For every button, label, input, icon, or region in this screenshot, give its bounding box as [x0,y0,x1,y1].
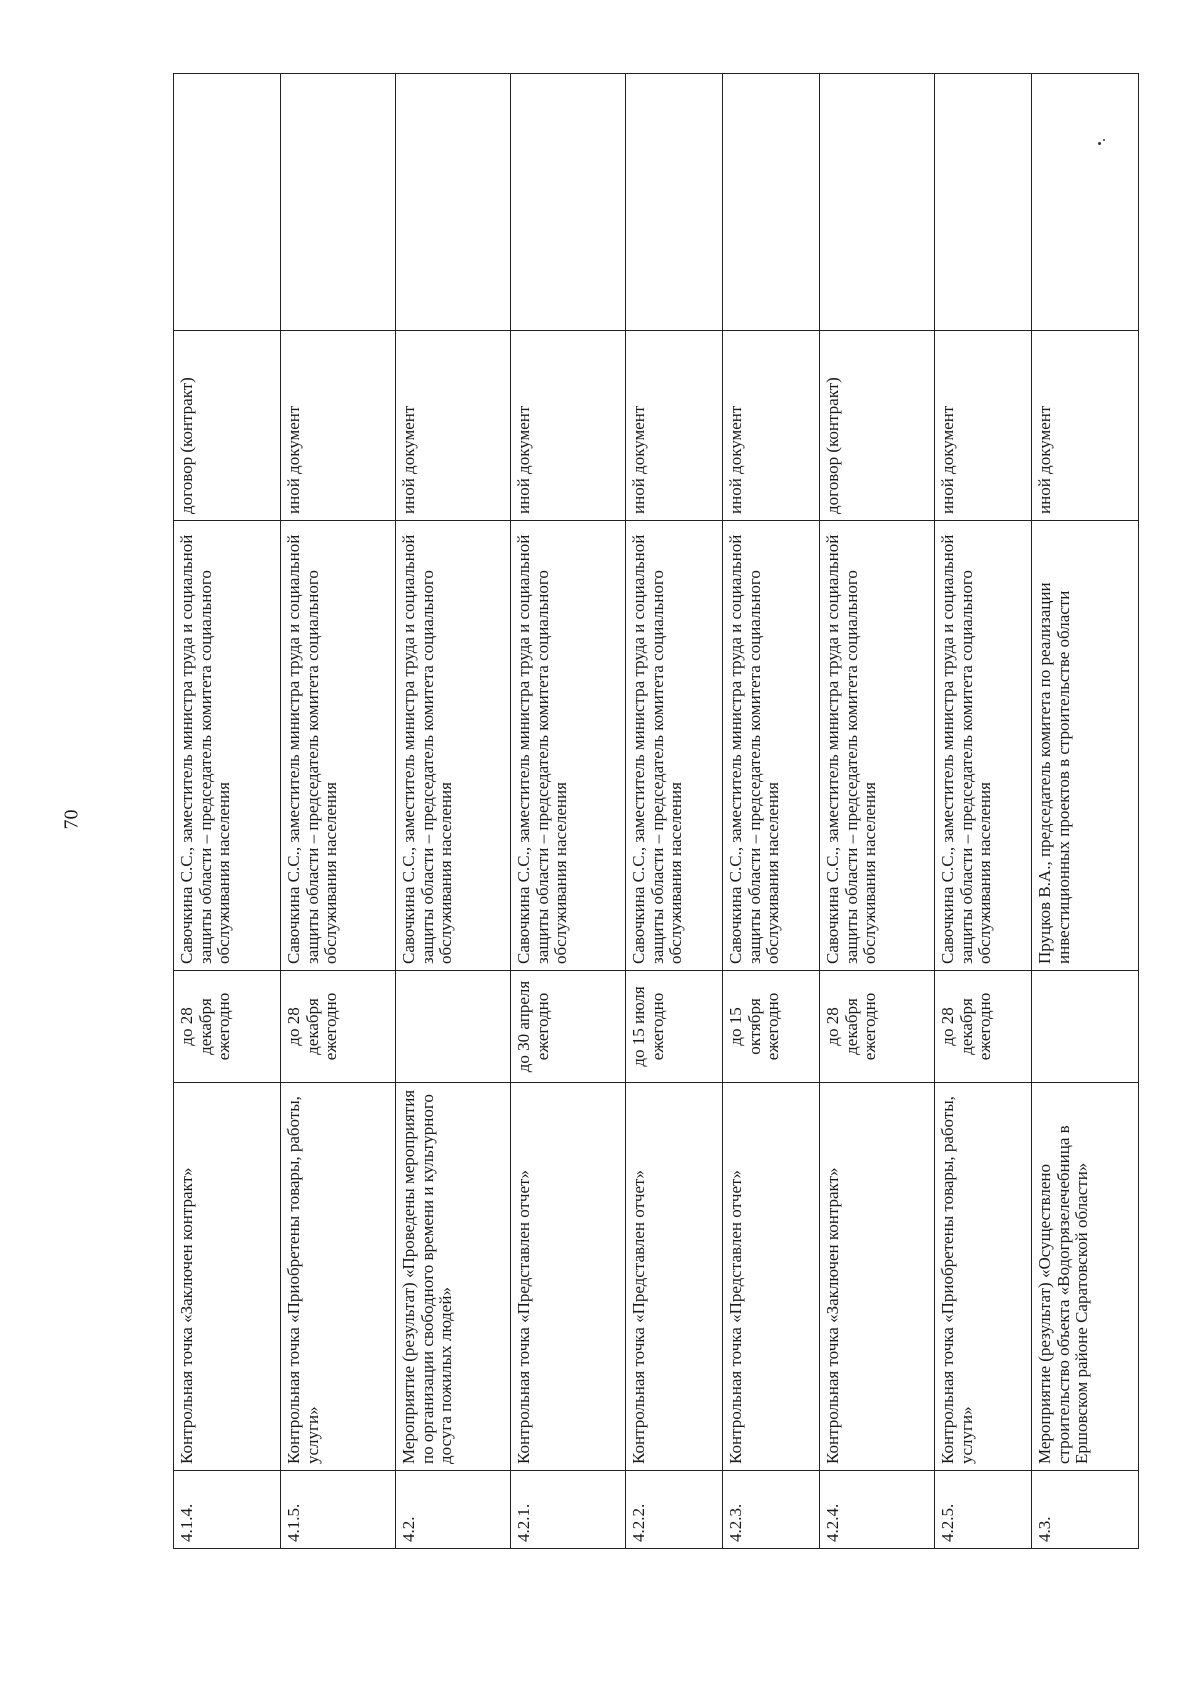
deadline-period: ежегодно [647,992,667,1061]
responsible-person: Савочкина С.С., заместитель министра труда и социальной защиты области – председатель комитета социального обслуживания населения [281,521,396,971]
table-row [820,74,935,1549]
row-number: 4.1.4. [174,1471,281,1549]
item-name: Контрольная точка «Заключен контракт» [820,1083,935,1471]
row-number: 4.2.5. [935,1471,1032,1549]
document-type: иной документ [396,331,511,521]
document-type: договор (контракт) [174,331,281,521]
item-name: Контрольная точка «Приобретены товары, работы, услуги» [281,1083,396,1471]
extra-cell [174,74,281,331]
table-row [1032,74,1139,1549]
extra-cell [820,74,935,331]
table-row [511,74,626,1549]
deadline [511,971,626,1083]
table-row [281,74,396,1549]
responsible-person: Савочкина С.С., заместитель министра труда и социальной защиты области – председатель комитета социального обслуживания населения [723,521,820,971]
deadline-date: до 28 декабря [938,998,976,1055]
responsible-person: Савочкина С.С., заместитель министра труда и социальной защиты области – председатель комитета социального обслуживания населения [626,521,723,971]
table-row [174,74,281,1549]
deadline-date: до 15 октября [726,998,764,1055]
deadline-period: ежегодно [532,992,552,1061]
extra-cell [626,74,723,331]
deadline-date: до 28 декабря [823,998,861,1055]
document-type: иной документ [723,331,820,521]
row-number: 4.2. [396,1471,511,1549]
deadline-date: до 28 декабря [177,998,215,1055]
row-number: 4.2.1. [511,1471,626,1549]
deadline [174,971,281,1083]
extra-cell [396,74,511,331]
item-name: Контрольная точка «Приобретены товары, работы, услуги» [935,1083,1032,1471]
responsible-person: Пруцков В.А., председатель комитета по реализации инвестиционных проектов в строительстве области [1032,521,1139,971]
document-type: иной документ [1032,331,1139,521]
item-name: Контрольная точка «Представлен отчет» [723,1083,820,1471]
row-number: 4.3. [1032,1471,1139,1549]
item-name: Контрольная точка «Представлен отчет» [626,1083,723,1471]
deadline-date: до 30 апреля [514,980,533,1073]
deadline [626,971,723,1083]
deadline-date: до 28 декабря [284,998,322,1055]
responsible-person: Савочкина С.С., заместитель министра труда и социальной защиты области – председатель комитета социального обслуживания населения [174,521,281,971]
deadline-period: ежегодно [975,992,995,1061]
row-number: 4.2.3. [723,1471,820,1549]
item-name: Мероприятие (результат) «Осуществлено строительство объекта «Водогрязелечебница в Ершовском районе Саратовской области» [1032,1083,1139,1471]
deadline-period: ежегодно [214,992,234,1061]
extra-cell [511,74,626,331]
document-type: иной документ [281,331,396,521]
deadline [820,971,935,1083]
document-type: договор (контракт) [820,331,935,521]
responsible-person: Савочкина С.С., заместитель министра труда и социальной защиты области – председатель комитета социального обслуживания населения [396,521,511,971]
document-type: иной документ [511,331,626,521]
page-number: 70 [60,809,83,830]
extra-cell [723,74,820,331]
table-row [396,74,511,1549]
document-type: иной документ [626,331,723,521]
responsible-person: Савочкина С.С., заместитель министра труда и социальной защиты области – председатель комитета социального обслуживания населения [511,521,626,971]
extra-cell [1032,74,1139,331]
extra-cell [935,74,1032,331]
schedule-table-rotated [173,74,1092,1549]
document-type: иной документ [935,331,1032,521]
deadline [723,971,820,1083]
row-number: 4.2.4. [820,1471,935,1549]
deadline [396,971,511,1083]
table-row [626,74,723,1549]
deadline [935,971,1032,1083]
table-row [935,74,1032,1549]
item-name: Контрольная точка «Заключен контракт» [174,1083,281,1471]
deadline [1032,971,1139,1083]
deadline-period: ежегодно [763,992,783,1061]
deadline-period: ежегодно [321,992,341,1061]
extra-cell [281,74,396,331]
deadline [281,971,396,1083]
table-row [723,74,820,1549]
control-points-table [173,73,1139,1549]
deadline-date: до 15 июля [629,986,648,1067]
item-name: Контрольная точка «Представлен отчет» [511,1083,626,1471]
item-name: Мероприятие (результат) «Проведены мероприятия по организации свободного времени и культурного досуга пожилых людей» [396,1083,511,1471]
responsible-person: Савочкина С.С., заместитель министра труда и социальной защиты области – председатель комитета социального обслуживания населения [820,521,935,971]
row-number: 4.1.5. [281,1471,396,1549]
row-number: 4.2.2. [626,1471,723,1549]
responsible-person: Савочкина С.С., заместитель министра труда и социальной защиты области – председатель комитета социального обслуживания населения [935,521,1032,971]
deadline-period: ежегодно [860,992,880,1061]
